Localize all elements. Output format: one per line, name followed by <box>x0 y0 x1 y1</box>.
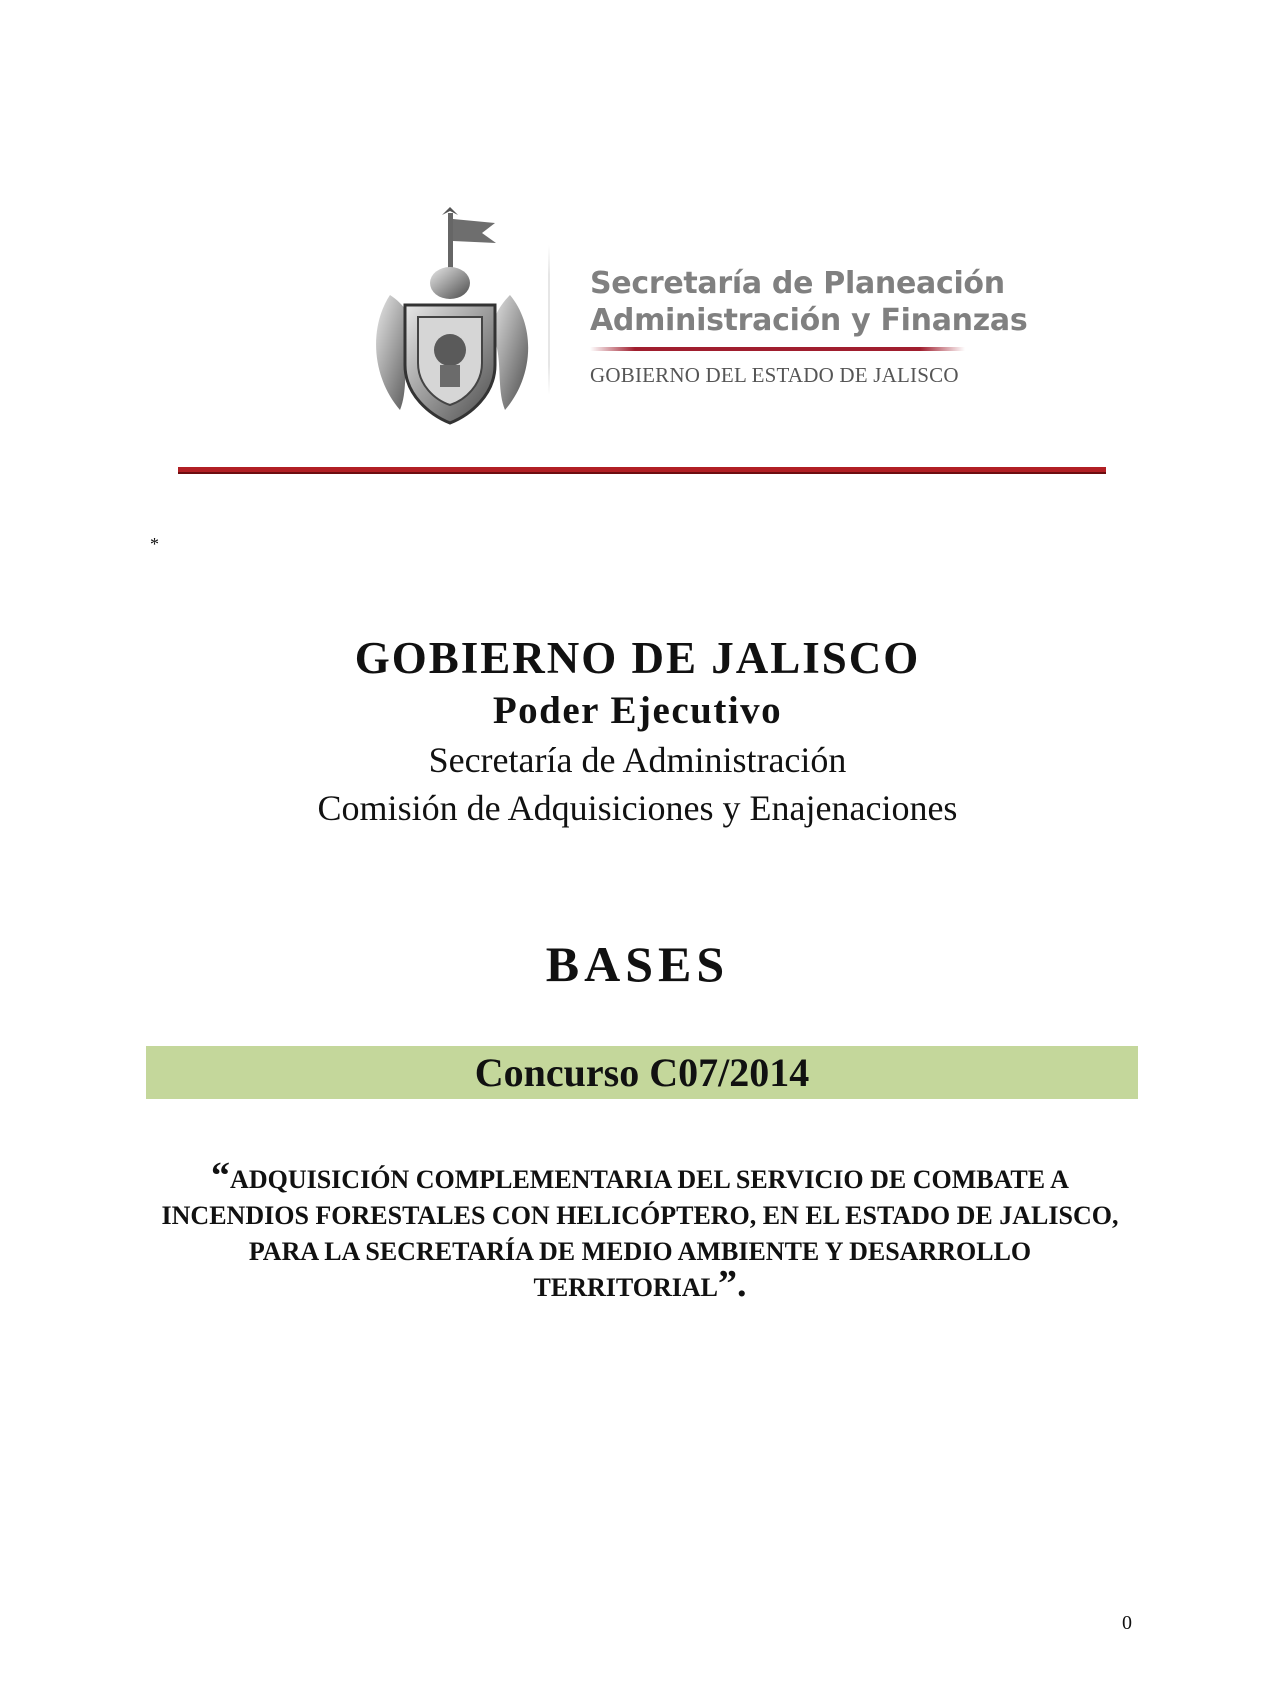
agency-line-2: Administración y Finanzas <box>590 303 1028 338</box>
close-quote: ”. <box>717 1263 747 1305</box>
bases-heading: BASES <box>545 936 730 992</box>
jalisco-coat-of-arms-icon <box>370 205 535 430</box>
header-red-rule <box>178 467 1106 474</box>
title-government: GOBIERNO DE JALISCO <box>354 633 921 683</box>
page-header <box>370 205 1028 435</box>
title-commission: Comisión de Adquisiciones y Enajenaciones <box>317 788 958 828</box>
agency-logo-text <box>590 265 1028 388</box>
agency-government-label: GOBIERNO DEL ESTADO DE JALISCO <box>590 363 959 387</box>
tender-description <box>140 1155 1140 1306</box>
description-text: ADQUISICIÓN COMPLEMENTARIA DEL SERVICIO DE COMBATE A INCENDIOS FORESTALES CON HELICÓPTERO, EN EL ESTADO DE JALISCO, PARA LA SECRETARÍA DE MEDIO AMBIENTE Y DESARROLLO TERRITORIAL <box>161 1165 1119 1302</box>
title-executive-power: Poder Ejecutivo <box>492 689 783 732</box>
header-divider <box>548 245 550 395</box>
agency-underline <box>590 347 965 351</box>
page-number: 0 <box>1122 1612 1132 1634</box>
concurso-band <box>146 1046 1138 1099</box>
title-secretariat: Secretaría de Administración <box>428 740 847 780</box>
agency-line-1: Secretaría de Planeación <box>590 266 1005 301</box>
open-quote: “ <box>211 1155 231 1197</box>
asterisk-mark: * <box>150 534 159 554</box>
concurso-number: Concurso C07/2014 <box>474 1050 810 1095</box>
title-block <box>0 630 1275 832</box>
